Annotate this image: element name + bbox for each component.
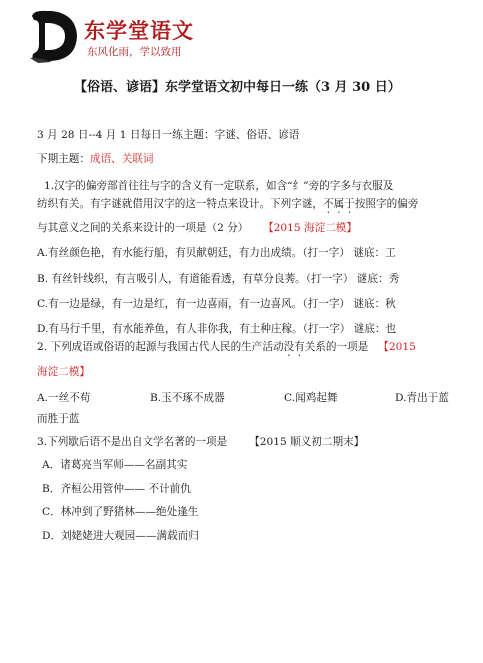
q3-option-b: B．齐桓公用管仲—— 不计前仇 <box>42 483 191 495</box>
q2-line-1-a: 2. 下列成语或俗语的起源与我国古代人民的生产活动 <box>37 341 284 353</box>
logo-d-brush-icon <box>28 8 80 64</box>
next-theme-label: 下期主题： <box>37 153 90 165</box>
q2-option-b: B.玉不琢不成器 <box>150 392 225 404</box>
q2-line-1-b: 关系的一项是 <box>304 341 369 353</box>
q1-line-3-a: 与其意义之间的关系来设计的一项是（2 分） <box>37 222 249 234</box>
q1-option-b: B. 有丝针线织，有言吸引人，有道能看透，有草分良莠。（打一字） 谜底：秀 <box>37 273 400 285</box>
q2-option-c: C.闻鸡起舞 <box>284 392 338 404</box>
q3-stem-text: 3.下列歇后语不是出自文学名著的一项是 <box>37 436 228 448</box>
q1-option-a: A.有丝颜色艳，有水能行船，有贝献朝廷，有力出成绩。（打一字） 谜底：工 <box>37 247 396 259</box>
q1-option-d: D.有马行千里，有水能养鱼，有人非你我，有土种庄稼。（打一字） 谜底：也 <box>37 323 397 335</box>
q1-line-2-b: 按照字的偏旁 <box>354 198 419 210</box>
q2-source-tag-cont: 海淀二模】 <box>37 366 90 378</box>
q3-stem <box>37 435 364 449</box>
q2-source-tag: 【2015 <box>378 341 416 353</box>
q2-option-d-cont: 而胜于蓝 <box>37 413 80 425</box>
q1-line-3 <box>37 221 357 235</box>
q1-line-1: 1.汉字的偏旁部首往往与字的含义有一定联系，如含“纟”旁的字多与衣服及 <box>44 180 394 192</box>
q3-option-c: C．林冲到了野猪林——绝处逢生 <box>42 506 199 518</box>
next-theme-value: 成语、关联词 <box>89 153 154 165</box>
q1-source-tag: 【2015 海淀二模】 <box>268 222 357 234</box>
logo <box>28 8 238 68</box>
q2-line-1 <box>37 340 416 359</box>
logo-title: 东学堂语文 <box>84 19 194 43</box>
q1-line-2 <box>37 197 418 216</box>
q2-option-a: A.一丝不苟 <box>37 392 91 404</box>
q2-option-d: D.青出于蓝 <box>395 392 449 404</box>
q1-line-2-a: 纺织有关。有字谜就借用汉字的这一特点来设计。下列字谜， <box>37 198 324 210</box>
q3-option-d: D．刘姥姥进大观园——满载而归 <box>42 530 199 542</box>
q3-option-a: A．诸葛亮当军师——名副其实 <box>42 459 188 471</box>
q3-source-tag: 【2015 顺义初二期末】 <box>249 436 365 448</box>
q1-option-c: C.有一边是绿，有一边是红，有一边喜雨，有一边喜风。（打一字） 谜底：秋 <box>37 298 396 310</box>
page-title: 【俗语、谚语】东学堂语文初中每日一练（3 月 30 日） <box>74 80 401 95</box>
logo-subtitle: 东风化雨，学以致用 <box>87 46 182 58</box>
q1-emphasis: 不属于 <box>323 198 355 210</box>
next-theme <box>37 152 154 166</box>
theme-line: 3 月 28 日--4 月 1 日每日一练主题：字谜、俗语、谚语 <box>37 129 300 141</box>
q2-emphasis: 没有 <box>283 341 305 353</box>
